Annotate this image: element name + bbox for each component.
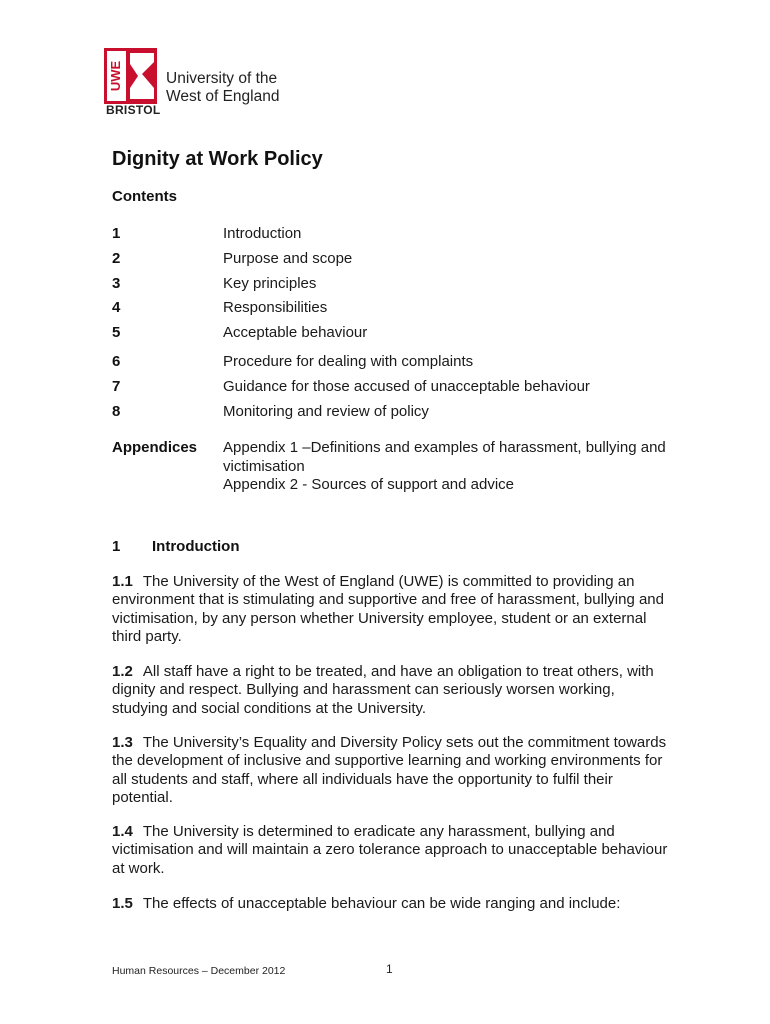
- appendices-list: [223, 439, 683, 495]
- toc-number: 3: [112, 275, 121, 292]
- paragraph-number: 1.2: [112, 663, 133, 680]
- paragraph: [112, 573, 674, 646]
- paragraph-text: The University is determined to eradicate any harassment, bullying and victimisation and will maintain a zero tolerance approach to unacceptable behaviour at work.: [112, 823, 668, 877]
- paragraph-number: 1.3: [112, 734, 133, 751]
- logo-city: BRISTOL: [106, 103, 161, 117]
- paragraph-number: 1.1: [112, 573, 133, 590]
- toc-label: Introduction: [223, 225, 302, 242]
- section-title: Introduction: [152, 538, 240, 555]
- logo-university-name: [166, 70, 279, 106]
- document-title: Dignity at Work Policy: [112, 148, 323, 170]
- toc-number: 1: [112, 225, 121, 242]
- toc-label: Procedure for dealing with complaints: [223, 353, 474, 370]
- paragraph-text: The University’s Equality and Diversity Policy sets out the commitment towards the development of inclusive and supportive learning and working environments for all students and staff, where all individuals have the opportunity to fulfil their potential.: [112, 734, 667, 806]
- appendices-heading: Appendices: [112, 439, 198, 456]
- toc-label: Guidance for those accused of unacceptable behaviour: [223, 378, 590, 395]
- toc-label: Responsibilities: [223, 299, 328, 316]
- logo-line-1: University of the: [166, 70, 278, 87]
- paragraph: [112, 823, 674, 878]
- toc-number: 5: [112, 324, 121, 341]
- toc-label: Key principles: [223, 275, 317, 292]
- page-number: 1: [386, 962, 393, 976]
- toc-number: 4: [112, 299, 121, 316]
- section-number: 1: [112, 538, 121, 555]
- toc-number: 8: [112, 403, 121, 420]
- uwe-logo-mark-icon: [104, 48, 157, 104]
- toc-number: 7: [112, 378, 121, 395]
- toc-label: Monitoring and review of policy: [223, 403, 429, 420]
- toc-label: Acceptable behaviour: [223, 324, 368, 341]
- appendix-1: Appendix 1 –Definitions and examples of harassment, bullying and victimisation: [223, 439, 666, 475]
- toc-number: 6: [112, 353, 121, 370]
- logo-line-2: West of England: [166, 88, 280, 105]
- appendix-2: Appendix 2 - Sources of support and advice: [223, 476, 515, 493]
- svg-text:UWE: UWE: [107, 60, 123, 92]
- paragraph-text: The effects of unacceptable behaviour can be wide ranging and include:: [142, 895, 621, 912]
- paragraph-number: 1.5: [112, 895, 133, 912]
- paragraph-text: The University of the West of England (UWE) is committed to providing an environment that is stimulating and supportive and free of harassment, bullying and victimisation, by any person whether University employee, student or an external third party.: [112, 573, 664, 645]
- paragraph-number: 1.4: [112, 823, 133, 840]
- uwe-logo: [104, 48, 284, 118]
- paragraph-text: All staff have a right to be treated, and have an obligation to treat others, with dignity and respect. Bullying and harassment can seriously worsen working, studying and social conditions at the University.: [112, 663, 654, 717]
- toc-number: 2: [112, 250, 121, 267]
- paragraph: [112, 663, 674, 718]
- paragraph: [112, 895, 674, 913]
- toc-label: Purpose and scope: [223, 250, 353, 267]
- paragraph: [112, 734, 674, 807]
- contents-heading: Contents: [112, 188, 177, 205]
- footer-text: Human Resources – December 2012: [112, 965, 286, 977]
